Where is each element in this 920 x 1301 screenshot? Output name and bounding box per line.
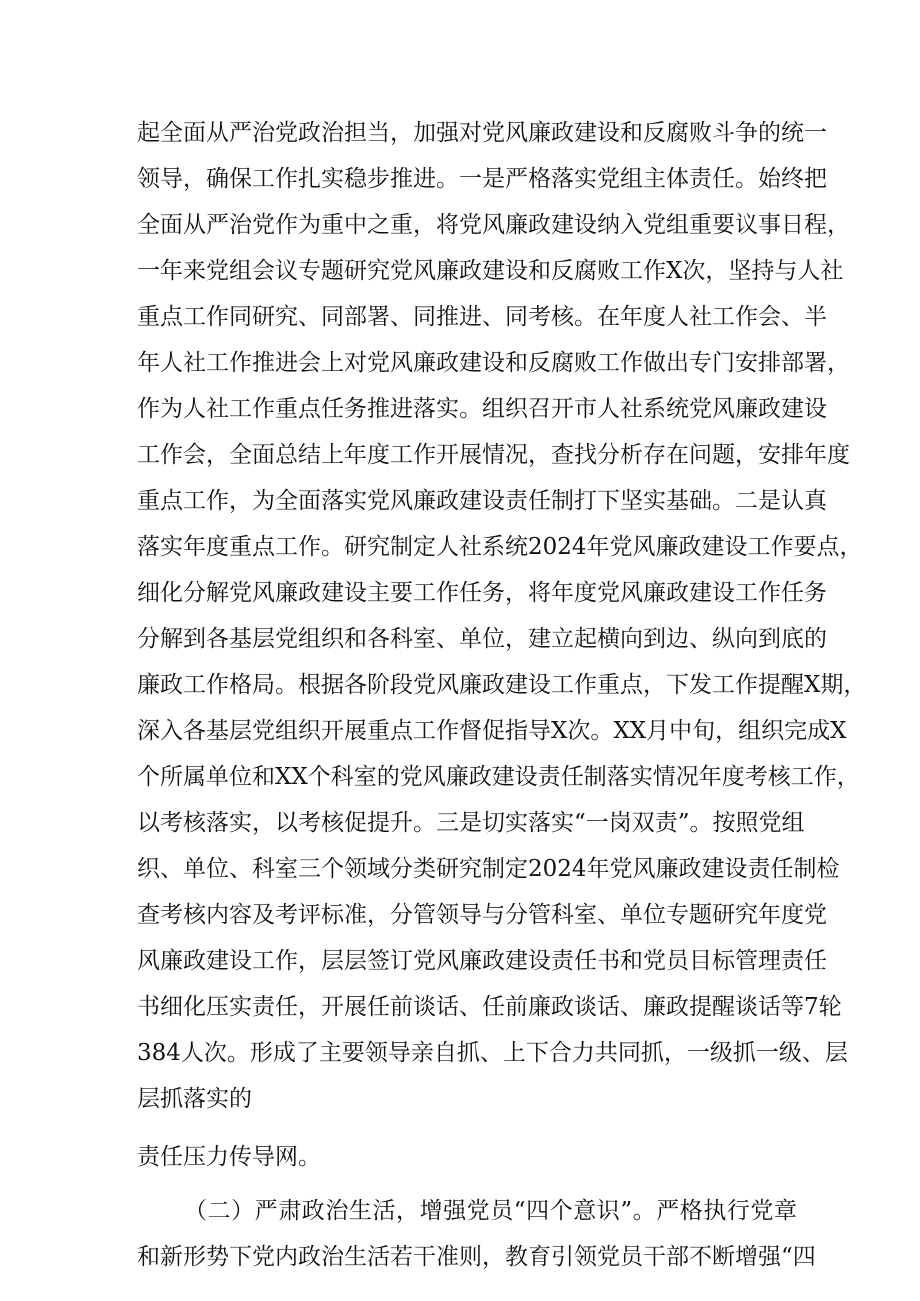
- text-line: 重点工作同研究、同部署、同推进、同考核。在年度人社工作会、半: [137, 304, 827, 330]
- text-line: 384人次。形成了主要领导亲自抓、上下合力共同抓，一级抓一级、层: [137, 1040, 848, 1066]
- text-line: 起全面从严治党政治担当，加强对党风廉政建设和反腐败斗争的统一: [137, 120, 827, 146]
- text-line: 和新形势下党内政治生活若干准则，教育引领党员干部不断增强“四: [137, 1244, 816, 1270]
- text-line: 重点工作，为全面落实党风廉政建设责任制打下坚实基础。二是认真: [137, 488, 827, 514]
- text-line: 查考核内容及考评标准，分管领导与分管科室、单位专题研究年度党: [137, 902, 827, 928]
- text-line: 作为人社工作重点任务推进落实。组织召开市人社系统党风廉政建设: [137, 396, 827, 422]
- text-line: 以考核落实，以考核促提升。三是切实落实“一岗双责”。按照党组: [137, 810, 805, 836]
- text-line: 层抓落实的: [137, 1086, 252, 1112]
- section-heading-line: （二）严肃政治生活，增强党员“四个意识”。严格执行党章: [184, 1198, 797, 1224]
- text-line: 书细化压实责任，开展任前谈话、任前廉政谈话、廉政提醒谈话等7轮: [137, 994, 842, 1020]
- text-line: 深入各基层党组织开展重点工作督促指导X次。XX月中旬，组织完成X: [137, 718, 847, 744]
- text-line: 工作会，全面总结上年度工作开展情况，查找分析存在问题，安排年度: [137, 442, 850, 468]
- text-line: 落实年度重点工作。研究制定人社系统2024年党风廉政建设工作要点，: [137, 534, 863, 560]
- text-line: 细化分解党风廉政建设主要工作任务，将年度党风廉政建设工作任务: [137, 580, 827, 606]
- text-line: 责任压力传导网。: [137, 1144, 321, 1170]
- text-line: 全面从严治党作为重中之重，将党风廉政建设纳入党组重要议事日程，: [137, 212, 850, 238]
- text-line: 分解到各基层党组织和各科室、单位，建立起横向到边、纵向到底的: [137, 626, 827, 652]
- text-line: 一年来党组会议专题研究党风廉政建设和反腐败工作X次，坚持与人社: [137, 258, 844, 284]
- text-line: 个所属单位和XX个科室的党风廉政建设责任制落实情况年度考核工作，: [137, 764, 860, 790]
- text-line: 廉政工作格局。根据各阶段党风廉政建设工作重点，下发工作提醒X期，: [137, 672, 867, 698]
- text-line: 织、单位、科室三个领域分类研究制定2024年党风廉政建设责任制检: [137, 856, 840, 882]
- text-line: 风廉政建设工作，层层签订党风廉政建设责任书和党员目标管理责任: [137, 948, 827, 974]
- text-line: 年人社工作推进会上对党风廉政建设和反腐败工作做出专门安排部署，: [137, 350, 850, 376]
- text-line: 领导，确保工作扎实稳步推进。一是严格落实党组主体责任。始终把: [137, 166, 827, 192]
